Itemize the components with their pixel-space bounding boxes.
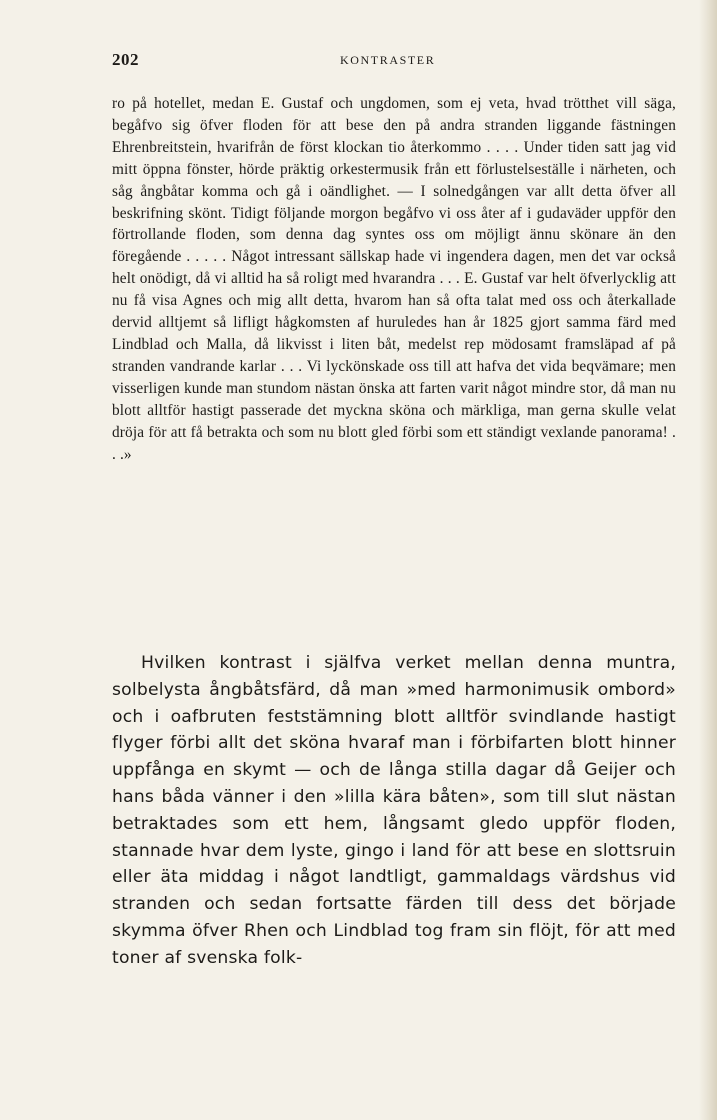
running-title: KONTRASTER: [340, 53, 436, 67]
running-head: [112, 50, 676, 74]
body-paragraph: [112, 650, 676, 972]
body-paragraph-text: Hvilken kontrast i själfva verket mellan denna muntra, solbelysta ångbåtsfärd, då man »med harmonimusik ombord» och i oafbruten feststämning blott alltför svindlande hastigt flyger förbi allt det sköna hvaraf man i förbifarten blott hinner uppfånga en skymt — och de långa stilla dagar då Geijer och hans båda vänner i den »lilla kära båten», som till slut nästan betraktades som ett hem, långsamt gledo uppför floden, stannade hvar dem lyste, gingo i land för att bese en slottsruin eller äta middag i något landtligt, gammaldags värdshus vid stranden och sedan fortsatte färden till dess det började skymma öfver Rhen och Lindblad tog fram sin flöjt, för att med toner af svenska folk-: [112, 653, 676, 968]
quoted-letter-paragraph: ro på hotellet, medan E. Gustaf och ungdomen, som ej veta, hvad trötthet vill säga, begåfvo sig öfver floden för att bese den på andra stranden liggande fästningen Ehrenbreitstein, hvarifrån de först klockan tio återkommo . . . . Under tiden satt jag vid mitt öppna fönster, hörde präktig orkestermusik från ett förlustelseställe i närheten, och såg ångbåtar komma och gå i oändlighet. — I solnedgången var allt detta öfver all beskrifning skönt. Tidigt följande morgon begåfvo vi oss åter af i gudaväder uppför den förtrollande floden, som denna dag syntes oss om möjligt ännu skönare än den föregående . . . . . Något intressant sällskap hade vi ingendera dagen, men det var också helt onödigt, då vi alltid ha så roligt med hvarandra . . . E. Gustaf var helt öfverlycklig att nu få visa Agnes och mig allt detta, hvarom han så ofta talat med oss och återkallade dervid alltjemt så lifligt hågkomsten af huruledes han år 1825 gjort samma färd med Lindblad och Malla, då likvisst i liten båt, medelst rep mödosamt framsläpad af på stranden vandrande karlar . . . Vi lyckönskade oss till att hafva det vida beqvämare; men visserligen kunde man stundom nästan önska att farten varit något mindre stor, då man nu blott alltför hastigt passerade det myckna sköna och märkliga, man gerna skulle velat dröja för att få betrakta och som nu blott gled förbi som ett ständigt vexlande panorama! . . .»: [112, 95, 676, 463]
page-number: 202: [112, 50, 139, 69]
page-edge-shadow: [699, 0, 717, 1120]
